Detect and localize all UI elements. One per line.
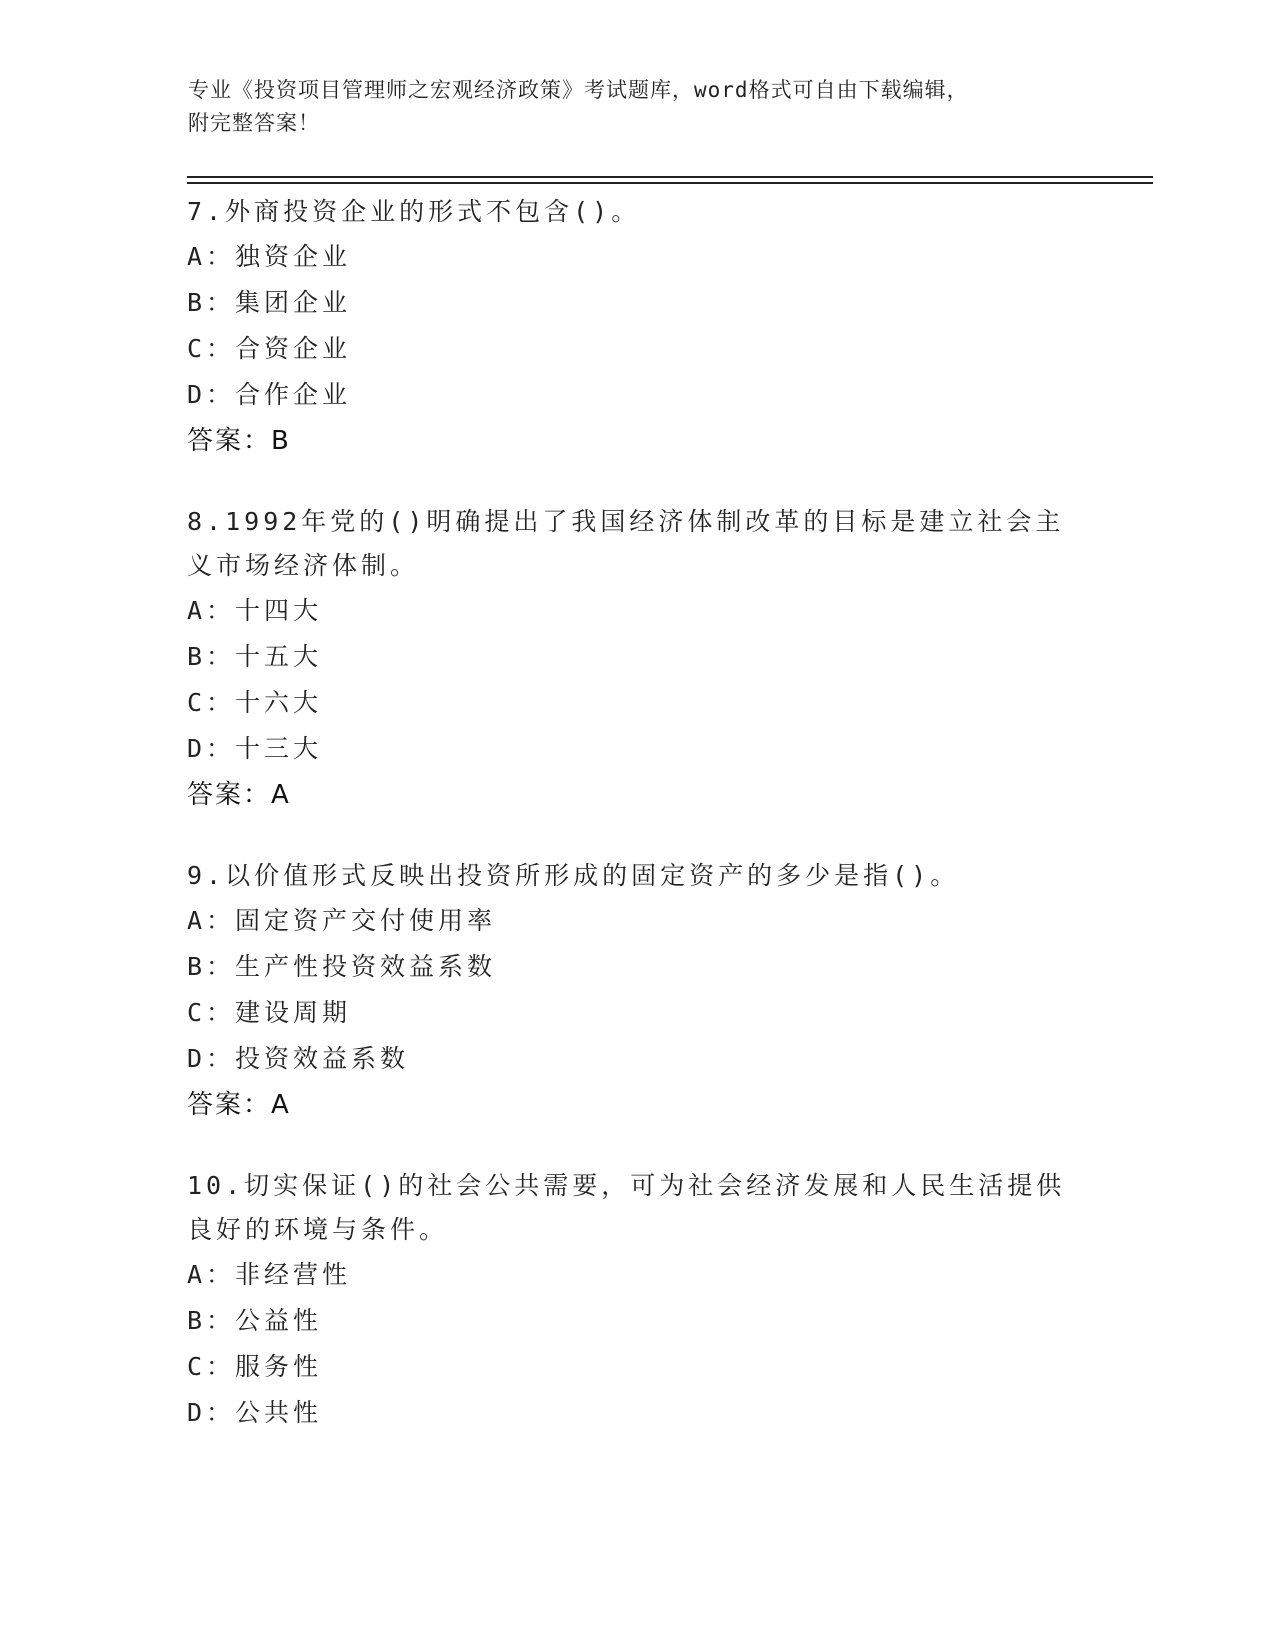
question-stem: 7.外商投资企业的形式不包含()。: [187, 197, 641, 226]
question-stem: 9.以价值形式反映出投资所形成的固定资产的多少是指()。: [187, 861, 960, 890]
question-9: [187, 854, 1087, 1128]
option-a: A：十四大: [187, 596, 323, 625]
option-d: D：公共性: [187, 1398, 323, 1427]
answer: 答案：B: [187, 426, 291, 456]
question-8: [187, 500, 1087, 818]
option-a: A：独资企业: [187, 242, 352, 271]
option-c: C：服务性: [187, 1352, 323, 1381]
question-stem: 8.1992年党的()明确提出了我国经济体制改革的目标是建立社会主义市场经济体制。: [187, 507, 1065, 580]
option-a: A：非经营性: [187, 1260, 352, 1289]
option-c: C：十六大: [187, 688, 323, 717]
question-stem: 10.切实保证()的社会公共需要，可为社会经济发展和人民生活提供良好的环境与条件。: [187, 1171, 1066, 1244]
header-line-1: 专业《投资项目管理师之宏观经济政策》考试题库，word格式可自由下载编辑，: [188, 78, 969, 102]
option-d: D：十三大: [187, 734, 323, 763]
document-header: [188, 74, 1088, 140]
question-list: [187, 190, 1087, 1472]
option-b: B：集团企业: [187, 288, 352, 317]
header-divider-bottom: [187, 182, 1153, 184]
option-d: D：投资效益系数: [187, 1044, 410, 1073]
option-c: C：建设周期: [187, 998, 352, 1027]
option-b: B：生产性投资效益系数: [187, 952, 497, 981]
option-c: C：合资企业: [187, 334, 352, 363]
answer: 答案：A: [187, 1090, 291, 1120]
option-b: B：十五大: [187, 642, 323, 671]
header-line-2: 附完整答案！: [188, 111, 320, 135]
option-d: D：合作企业: [187, 380, 352, 409]
answer: 答案：A: [187, 780, 291, 810]
option-b: B：公益性: [187, 1306, 323, 1335]
option-a: A：固定资产交付使用率: [187, 906, 497, 935]
question-10: [187, 1164, 1087, 1436]
question-7: [187, 190, 1087, 464]
header-divider-top: [187, 176, 1153, 178]
